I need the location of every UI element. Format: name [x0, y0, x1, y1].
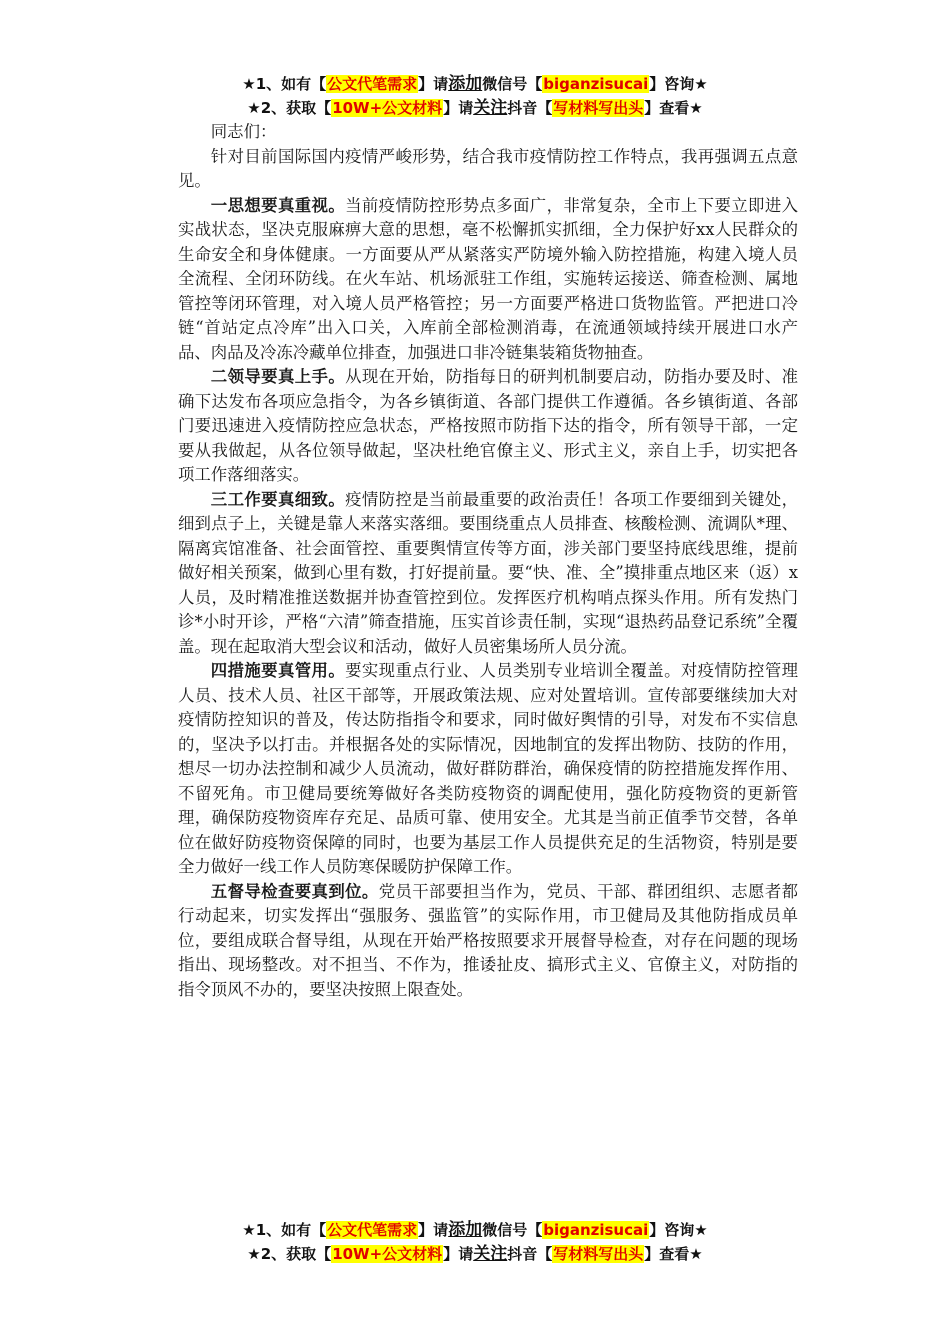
- promo-highlight-wechat-id: biganzisucai: [543, 75, 649, 93]
- promo-line-1: [0, 72, 950, 96]
- promo-highlight-douyin: 写材料写出头: [553, 99, 644, 117]
- promo-text: 】查看★: [644, 99, 703, 117]
- promo-text: 】请: [443, 1245, 474, 1263]
- promo-highlight-materials: 10W+公文材料: [332, 1245, 443, 1263]
- intro-paragraph: 针对目前国际国内疫情严峻形势，结合我市疫情防控工作特点，我再强调五点意见。: [178, 146, 798, 190]
- point-text: 要实现重点行业、人员类别专业培训全覆盖。对疫情防控管理人员、技术人员、社区干部等，开展政策法规、应对处置培训。宣传部要继续加大对疫情防控知识的普及，传达防指指令和要求，同时做好舆情的引导，对发布不实信息的，坚决予以打击。并根据各处的实际情况，因地制宜的发挥出物防、技防的作用，想尽一切办法控制和减少人员流动，做好群防群治，确保疫情的防控措施发挥作用、不留死角。市卫健局要统筹做好各类防疫物资的调配使用，强化防疫物资的更新管理，确保防疫物资库存充足、品质可靠、使用安全。尤其是当前正值季节交替，各单位在做好防疫物资保障的同时，也要为基层工作人员提供充足的生活物资，特别是要全力做好一线工作人员防寒保暖防护保障工作。: [178, 661, 799, 876]
- promo-underline-follow: 关注: [473, 1244, 508, 1264]
- point-heading: 三工作要真细致。: [210, 489, 346, 509]
- promo-text: ★2、获取【: [247, 99, 332, 117]
- document-body: [178, 120, 798, 1002]
- promo-text: 】请: [418, 1221, 449, 1239]
- promo-text: 】查看★: [644, 1245, 703, 1263]
- promo-banner-top: [0, 72, 950, 120]
- promo-underline-follow: 关注: [473, 98, 508, 118]
- promo-text: ★1、如有【: [242, 1221, 327, 1239]
- promo-line-2: [0, 96, 950, 120]
- promo-text: 】咨询★: [649, 75, 708, 93]
- point-heading: 五督导检查要真到位。: [210, 881, 379, 901]
- promo-text: 抖音【: [507, 99, 553, 117]
- promo-text: 】请: [443, 99, 474, 117]
- promo-highlight-service: 公文代笔需求: [327, 1221, 418, 1239]
- promo-highlight-materials: 10W+公文材料: [332, 99, 443, 117]
- point-heading: 四措施要真管用。: [210, 661, 346, 680]
- promo-text: 抖音【: [507, 1245, 553, 1263]
- promo-line-2: [0, 1242, 950, 1266]
- salutation: 同志们：: [210, 122, 277, 141]
- point-paragraph-3: [178, 488, 798, 660]
- point-paragraph-1: [178, 194, 798, 366]
- promo-underline-add: 添加: [448, 74, 483, 94]
- point-paragraph-2: [178, 365, 798, 488]
- promo-highlight-wechat-id: biganzisucai: [543, 1221, 649, 1239]
- point-paragraph-5: [178, 880, 798, 1003]
- promo-text: 微信号【: [482, 75, 543, 93]
- promo-text: 微信号【: [482, 1221, 543, 1239]
- point-text: 党员干部要担当作为，党员、干部、群团组织、志愿者都行动起来，切实发挥出“强服务、强监管”的实际作用，市卫健局及其他防指成员单位，要组成联合督导组，从现在开始严格按照要求开展督导检查，对存在问题的现场指出、现场整改。对不担当、不作为，推诿扯皮、搞形式主义、官僚主义，对防指的指令顶风不办的，要坚决按照上限查处。: [178, 881, 799, 999]
- point-heading: 二领导要真上手。: [210, 367, 346, 386]
- promo-highlight-douyin: 写材料写出头: [553, 1245, 644, 1263]
- point-heading: 一思想要真重视。: [210, 195, 346, 215]
- point-paragraph-4: [178, 659, 798, 880]
- promo-underline-add: 添加: [448, 1220, 483, 1240]
- promo-text: 】咨询★: [649, 1221, 708, 1239]
- point-text: 当前疫情防控形势点多面广，非常复杂，全市上下要立即进入实战状态，坚决克服麻痹大意的思想，毫不松懈抓实抓细，全力保护好xx人民群众的生命安全和身体健康。一方面要从严从紧落实严防境外输入防控措施，构建入境人员全流程、全闭环防线。在火车站、机场派驻工作组，实施转运接送、筛查检测、属地管控等闭环管理，对入境人员严格管控；另一方面要严格进口货物监管。严把进口冷链“首站定点冷库”出入口关，入库前全部检测消毒，在流通领域持续开展进口水产品、肉品及冷冻冷藏单位排查，加强进口非冷链集装箱货物抽查。: [178, 195, 799, 362]
- point-text: 疫情防控是当前最重要的政治责任！各项工作要细到关键处，细到点子上，关键是靠人来落实落细。要围绕重点人员排查、核酸检测、流调队*理、隔离宾馆准备、社会面管控、重要舆情宣传等方面，涉关部门要坚持底线思维，提前做好相关预案，做到心里有数，打好提前量。要“快、准、全”摸排重点地区来（返）x人员，及时精准推送数据并协查管控到位。发挥医疗机构哨点探头作用。所有发热门诊*小时开诊，严格“六清”筛查措施，压实首诊责任制，实现“退热药品登记系统”全覆盖。现在起取消大型会议和活动，做好人员密集场所人员分流。: [178, 489, 799, 656]
- promo-highlight-service: 公文代笔需求: [327, 75, 418, 93]
- promo-line-1: [0, 1218, 950, 1242]
- point-text: 从现在开始，防指每日的研判机制要启动，防指办要及时、准确下达发布各项应急指令，为各乡镇街道、各部门提供工作遵循。各乡镇街道、各部门要迅速进入疫情防控应急状态，严格按照市防指下达的指令，所有领导干部，一定要从我做起，从各位领导做起，坚决杜绝官僚主义、形式主义，亲自上手，切实把各项工作落细落实。: [178, 367, 799, 484]
- promo-text: ★2、获取【: [247, 1245, 332, 1263]
- promo-text: 】请: [418, 75, 449, 93]
- promo-banner-bottom: [0, 1218, 950, 1266]
- promo-text: ★1、如有【: [242, 75, 327, 93]
